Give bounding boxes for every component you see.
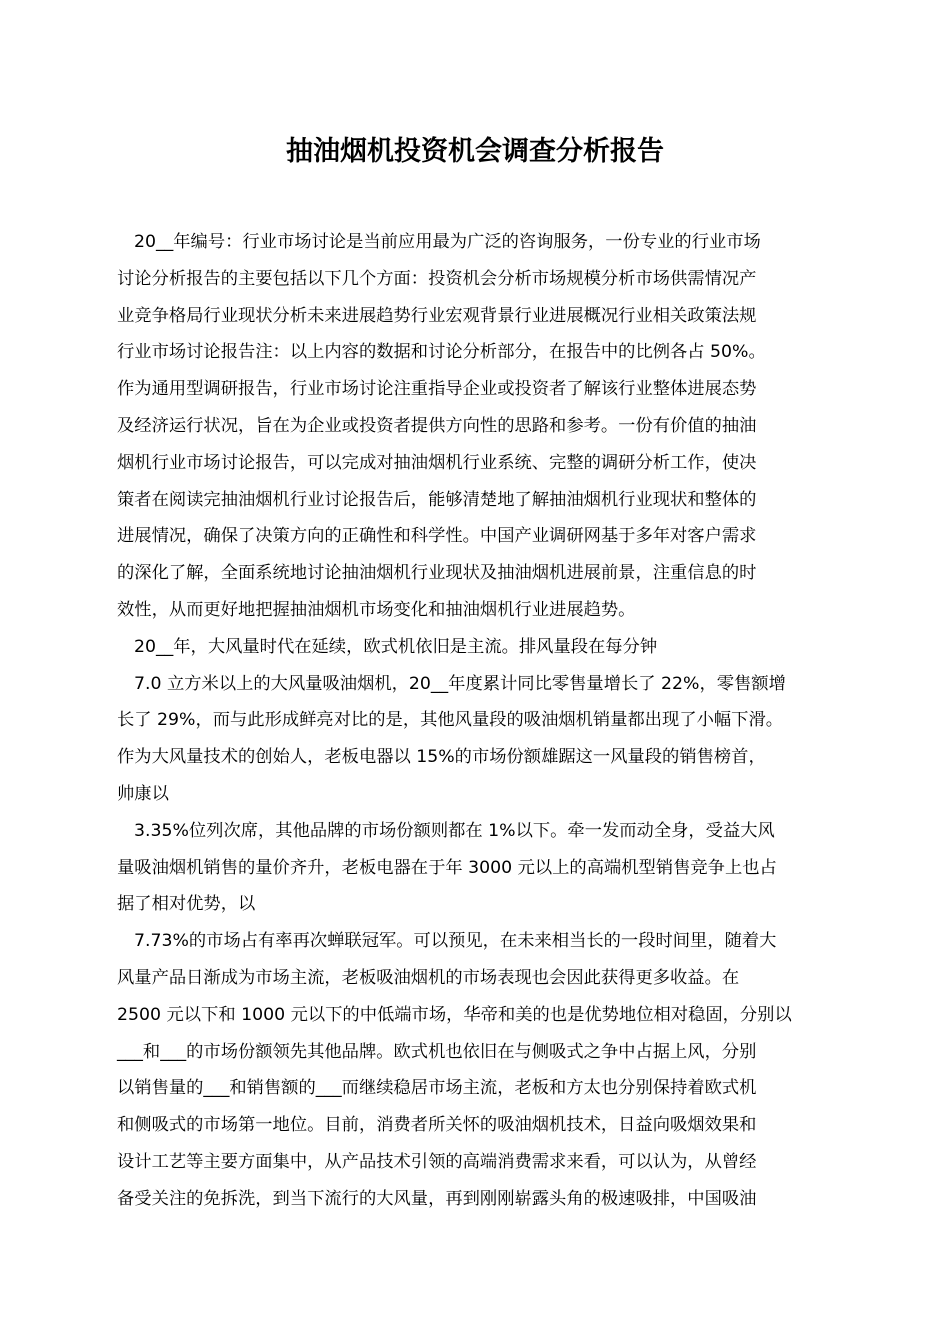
body-line: 20__年，大风量时代在延续，欧式机依旧是主流。排风量段在每分钟 [134,636,658,657]
body-line: 作为通用型调研报告，行业市场讨论注重指导企业或投资者了解该行业整体进展态势 [117,379,757,400]
body-line: 作为大风量技术的创始人，老板电器以 15%的市场份额雄踞这一风量段的销售榜首， [117,747,766,768]
body-line: 2500 元以下和 1000 元以下的中低端市场，华帝和美的也是优势地位相对稳固，分别以 [117,1004,792,1025]
body-line: 3.35%位列次席，其他品牌的市场份额则都在 1%以下。牵一发而动全身，受益大风 [134,820,775,841]
body-line: 7.0 立方米以上的大风量吸油烟机，20__年度累计同比零售量增长了 22%，零售额增 [134,673,786,694]
body-line: 和侧吸式的市场第一地位。目前，消费者所关怀的吸油烟机技术，日益向吸烟效果和 [117,1115,757,1136]
body-line: 策者在阅读完抽油烟机行业讨论报告后，能够清楚地了解抽油烟机行业现状和整体的 [117,489,757,510]
body-line: 讨论分析报告的主要包括以下几个方面：投资机会分析市场规模分析市场供需情况产 [117,268,757,289]
body-line: 20__年编号：行业市场讨论是当前应用最为广泛的咨询服务，一份专业的行业市场 [134,232,761,252]
document-body [117,224,839,1218]
body-line: 以销售量的___和销售额的___而继续稳居市场主流，老板和方太也分别保持着欧式机 [117,1078,757,1099]
document-title: 抽油烟机投资机会调查分析报告 [286,136,664,167]
body-line: 长了 29%，而与此形成鲜亮对比的是，其他风量段的吸油烟机销量都出现了小幅下滑。 [117,710,784,731]
body-line: 及经济运行状况，旨在为企业或投资者提供方向性的思路和参考。一份有价值的抽油 [117,415,757,436]
body-line: 备受关注的免拆洗，到当下流行的大风量，再到刚刚崭露头角的极速吸排，中国吸油 [117,1188,757,1209]
body-line: 设计工艺等主要方面集中，从产品技术引领的高端消费需求来看，可以认为，从曾经 [117,1151,757,1172]
body-line: 7.73%的市场占有率再次蝉联冠军。可以预见，在未来相当长的一段时间里，随着大 [134,931,777,952]
body-line: 业竞争格局行业现状分析未来进展趋势行业宏观背景行业进展概况行业相关政策法规 [117,305,757,326]
body-line: ___和___的市场份额领先其他品牌。欧式机也依旧在与侧吸式之争中占据上风，分别 [117,1041,757,1062]
body-line: 的深化了解，全面系统地讨论抽油烟机行业现状及抽油烟机进展前景，注重信息的时 [117,563,757,584]
body-line: 据了相对优势，以 [117,894,256,915]
body-line: 行业市场讨论报告注：以上内容的数据和讨论分析部分，在报告中的比例各占 50%。 [117,342,766,363]
body-line: 进展情况，确保了决策方向的正确性和科学性。中国产业调研网基于多年对客户需求 [117,526,757,547]
body-line: 帅康以 [117,783,169,804]
body-line: 量吸油烟机销售的量价齐升，老板电器在于年 3000 元以上的高端机型销售竞争上也占 [117,857,777,878]
body-line: 烟机行业市场讨论报告，可以完成对抽油烟机行业系统、完整的调研分析工作，使决 [117,452,757,473]
body-line: 风量产品日渐成为市场主流，老板吸油烟机的市场表现也会因此获得更多收益。在 [117,967,740,988]
body-line: 效性，从而更好地把握抽油烟机市场变化和抽油烟机行业进展趋势。 [117,599,636,620]
